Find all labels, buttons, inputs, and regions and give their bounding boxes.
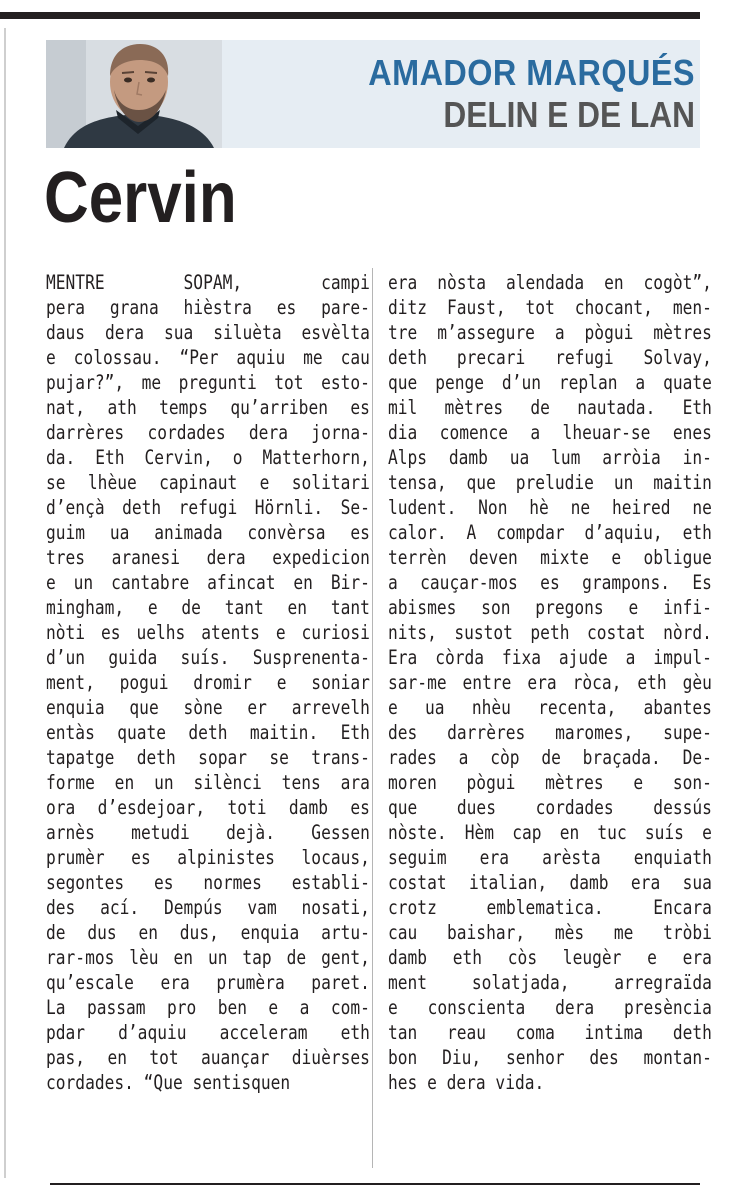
article-text-line: des ací. Dempús vam nosati, <box>46 896 370 919</box>
article-text-line: de dus en dus, enquia artu- <box>46 921 370 944</box>
article-text-line: ditz Faust, tot chocant, men- <box>388 296 712 319</box>
article-text-line: que dues cordades dessús <box>388 796 712 819</box>
article-text-line: d’un guida suís. Susprenenta- <box>46 646 370 669</box>
article-text-line: a cauçar-mos es grampons. Es <box>388 571 712 594</box>
article-text-line: rades a còp de braçada. De- <box>388 746 712 769</box>
article-text-line: tan reau coma intima deth <box>388 1021 712 1044</box>
article-text-line: d’ençà deth refugi Hörnli. Se- <box>46 496 370 519</box>
article-text-line: pas, en tot auançar diuèrses <box>46 1046 370 1069</box>
article-text-line: e colossau. “Per aquiu me cau <box>46 346 370 369</box>
article-text-line: tres aranesi dera expedicion <box>46 546 370 569</box>
article-text-line: da. Eth Cervin, o Matterhorn, <box>46 446 370 469</box>
article-text-line: pujar?”, me pregunti tot esto- <box>46 371 370 394</box>
article-text-line: terrèn deven mixte e obligue <box>388 546 712 569</box>
article-text-line: tensa, que preludie un maitin <box>388 471 712 494</box>
article-text-line: nòti es uelhs atents e curiosi <box>46 621 370 644</box>
article-text-line: enquia que sòne er arrevelh <box>46 696 370 719</box>
bottom-rule <box>50 1183 700 1185</box>
article-text-line: rar-mos lèu en un tap de gent, <box>46 946 370 969</box>
article-text-line: qu’escale era prumèra paret. <box>46 971 370 994</box>
article-text-line: entàs quate deth maitin. Eth <box>46 721 370 744</box>
author-portrait-photo <box>46 40 222 148</box>
page-edge-line <box>4 28 6 1178</box>
article-text-line: dia comence a lheuar-se enes <box>388 421 712 444</box>
article-text-line: pera grana hièstra es pare- <box>46 296 370 319</box>
article-text-line: prumèr es alpinistes locaus, <box>46 846 370 869</box>
article-text-line: bon Diu, senhor des montan- <box>388 1046 712 1069</box>
article-text-line: MENTRE SOPAM, campi <box>46 271 370 294</box>
article-text-line: guim ua animada convèrsa es <box>46 521 370 544</box>
article-text-line: tapatge deth sopar se trans- <box>46 746 370 769</box>
article-text-line: deth precari refugi Solvay, <box>388 346 712 369</box>
article-text-line: La passam pro ben e a com- <box>46 996 370 1019</box>
article-text-line: Alps damb ua lum arròia in- <box>388 446 712 469</box>
article-column-right <box>388 270 712 1095</box>
article-column-left <box>46 270 370 1095</box>
article-text-line: sar-me entre era ròca, eth gèu <box>388 671 712 694</box>
article-headline: Cervin <box>44 158 237 238</box>
article-text-line: nits, sustot peth costat nòrd. <box>388 621 712 644</box>
article-text-line: hes e dera vida. <box>388 1071 545 1094</box>
article-text-line: crotz emblematica. Encara <box>388 896 712 919</box>
article-text-line: seguim era arèsta enquiath <box>388 846 712 869</box>
article-text-line: mingham, e de tant en tant <box>46 596 370 619</box>
article-text-line: ment solatjada, arregraïda <box>388 971 712 994</box>
article-text-line: e conscienta dera presència <box>388 996 712 1019</box>
article-text-line: darrères cordades dera jorna- <box>46 421 370 444</box>
article-text-line: forme en un silènci tens ara <box>46 771 370 794</box>
article-text-line: nat, ath temps qu’arriben es <box>46 396 370 419</box>
article-text-line: moren pògui mètres e son- <box>388 771 712 794</box>
top-rule <box>0 12 700 19</box>
article-text-line: ludent. Non hè ne heired ne <box>388 496 712 519</box>
article-text-line: mil mètres de nautada. Eth <box>388 396 712 419</box>
article-text-line: damb eth còs leugèr e era <box>388 946 712 969</box>
article-text-line: e ua nhèu recenta, abantes <box>388 696 712 719</box>
article-text-line: arnès metudi dejà. Gessen <box>46 821 370 844</box>
article-text-line: daus dera sua siluèta esvèlta <box>46 321 370 344</box>
article-text-line: ora d’esdejoar, toti damb es <box>46 796 370 819</box>
article-text-line: que penge d’un replan a quate <box>388 371 712 394</box>
article-text-line: cau baishar, mès me tròbi <box>388 921 712 944</box>
article-text-line: era nòsta alendada en cogòt”, <box>388 271 712 294</box>
article-text-line: cordades. “Que sentisquen <box>46 1071 291 1094</box>
article-text-line: se lhèue capinaut e solitari <box>46 471 370 494</box>
article-text-line: e un cantabre afincat en Bir- <box>46 571 370 594</box>
article-text-line: nòste. Hèm cap en tuc suís e <box>388 821 712 844</box>
article-text-line: segontes es normes establi- <box>46 871 370 894</box>
column-divider <box>372 268 373 1168</box>
article-text-line: pdar d’aquiu acceleram eth <box>46 1021 370 1044</box>
article-text-line: tre m’assegure a pògui mètres <box>388 321 712 344</box>
article-text-line: calor. A compdar d’aquiu, eth <box>388 521 712 544</box>
column-title: DELIN E DE LAN <box>443 94 695 135</box>
author-name: AMADOR MARQUÉS <box>368 52 695 93</box>
article-text-line: abismes son pregons e infi- <box>388 596 712 619</box>
article-text-line: Era còrda fixa ajude a impul- <box>388 646 712 669</box>
article-text-line: ment, pogui dromir e soniar <box>46 671 370 694</box>
article-text-line: costat italian, damb era sua <box>388 871 712 894</box>
article-text-line: des darrères maromes, supe- <box>388 721 712 744</box>
